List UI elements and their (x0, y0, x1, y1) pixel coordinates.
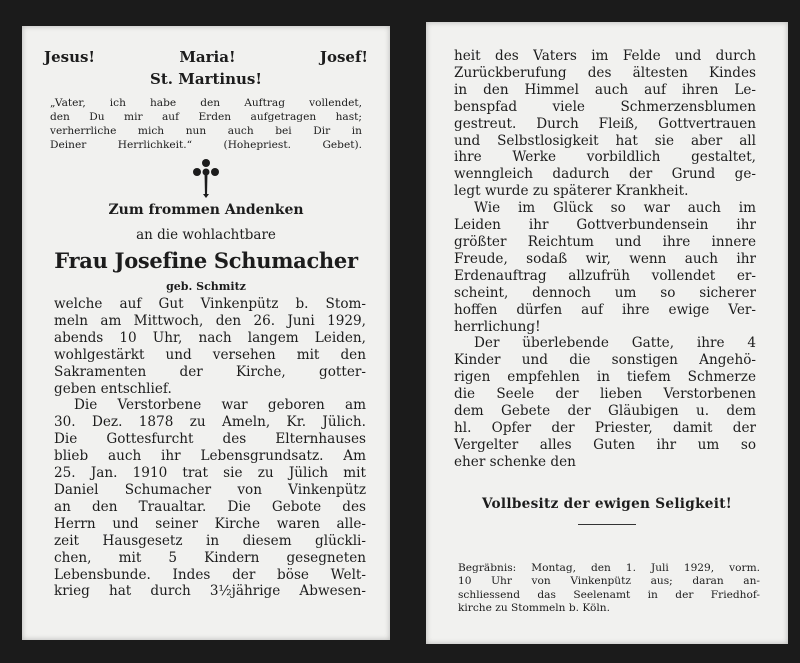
burial-notice (458, 562, 760, 615)
body-line: hoffen dürfen auf ihre ewige Ver- (454, 301, 756, 318)
body-line: 30. Dez. 1878 zu Ameln, Kr. Jülich. (54, 414, 366, 431)
maiden-name: geb. Schmitz (166, 280, 246, 293)
body-line: Herrn und seiner Kirche waren alle- (54, 515, 366, 532)
body-line: hl. Opfer der Priester, damit der (454, 419, 756, 436)
body-line: 25. Jan. 1910 trat sie zu Jülich mit (54, 465, 366, 482)
invocation-josef: Josef! (319, 48, 368, 66)
body-line: wohlgestärkt und versehen mit den (54, 346, 366, 363)
body-line: Der überlebende Gatte, ihre 4 (474, 335, 756, 352)
burial-line: 10 Uhr von Vinkenpütz aus; daran an- (458, 575, 760, 588)
invocation-row (44, 48, 368, 66)
invocation-jesus: Jesus! (44, 48, 96, 66)
body-line: wenngleich dadurch der Grund ge- (454, 166, 756, 183)
quote-line: verherrliche mich nun auch bei Dir in (50, 125, 362, 137)
burial-line: schliessend das Seelenamt in der Friedhof- (458, 588, 760, 601)
cross-icon (192, 158, 220, 198)
body-line: eher schenke den (454, 453, 576, 470)
body-line: heit des Vaters im Felde und durch (454, 48, 756, 64)
body-line: blieb auch ihr Lebensgrundsatz. Am (54, 448, 366, 465)
memory-heading: Zum frommen Andenken (108, 202, 304, 218)
body-line: gestreut. Durch Fleiß, Gottvertrauen (454, 115, 756, 132)
quote-line: „Vater, ich habe den Auftrag vollendet, (50, 97, 362, 109)
body-line: Zurückberufung des ältesten Kindes (454, 64, 756, 81)
body-line: Sakramenten der Kirche, gotter- (54, 363, 366, 380)
body-line: dem Gebete der Gläubigen u. dem (454, 403, 756, 420)
body-line: größter Reichtum und ihre innere (454, 233, 756, 250)
body-line: die Seele der lieben Verstorbenen (454, 386, 756, 403)
right-card (426, 22, 788, 644)
body-line: meln am Mittwoch, den 26. Juni 1929, (54, 312, 366, 329)
body-line: geben entschlief. (54, 380, 172, 397)
body-line: Die Verstorbene war geboren am (74, 397, 366, 414)
closing-blessing: Vollbesitz der ewigen Seligkeit! (481, 496, 733, 512)
body-line: Erdenauftrag allzufrüh vollendet er- (454, 267, 756, 284)
body-line: in den Himmel auch auf ihren Le- (454, 81, 756, 98)
burial-line: kirche zu Stommeln b. Köln. (458, 601, 610, 614)
body-line: Wie im Glück so war auch im (474, 200, 756, 217)
dedication-line: an die wohlachtbare (136, 227, 276, 243)
body-line: chen, mit 5 Kindern gesegneten (54, 549, 366, 566)
body-line: abends 10 Uhr, nach langem Leiden, (54, 329, 366, 346)
body-line: und Selbstlosigkeit hat sie aber all (454, 132, 756, 149)
body-line: Vergelter alles Guten ihr um so (454, 436, 756, 453)
body-line: rigen empfehlen in tiefem Schmerze (454, 369, 756, 386)
quote-line: Deiner Herrlichkeit.“ (Hohepriest. Gebet). (50, 139, 362, 151)
body-line: an den Traualtar. Die Gebote des (54, 498, 366, 515)
body-line: ihre Werke vorbildlich gestaltet, (454, 149, 756, 166)
saint-invocation: St. Martinus! (150, 70, 262, 88)
invocation-maria: Maria! (179, 48, 236, 66)
body-line: Leiden ihr Gottverbundensein ihr (454, 217, 756, 234)
body-line: herrlichung! (454, 318, 541, 335)
divider-rule (578, 524, 636, 525)
body-line: zeit Hausgesetz in diesem glückli- (54, 532, 366, 549)
body-line: krieg hat durch 3½jährige Abwesen- (54, 583, 366, 600)
prayer-quote (50, 96, 362, 152)
quote-line: den Du mir auf Erden aufgetragen hast; (50, 111, 362, 123)
deceased-name: Frau Josefine Schumacher (54, 248, 358, 273)
continuation-text (454, 48, 756, 471)
burial-line: Begräbnis: Montag, den 1. Juli 1929, vorm. (458, 562, 760, 574)
body-line: legt wurde zu späterer Krankheit. (454, 183, 689, 200)
body-line: Freude, sodaß wir, wenn auch ihr (454, 250, 756, 267)
body-line: Daniel Schumacher von Vinkenpütz (54, 481, 366, 498)
body-line: Die Gottesfurcht des Elternhauses (54, 431, 366, 448)
body-line: benspfad viele Schmerzensblumen (454, 98, 756, 115)
left-card (22, 26, 390, 640)
body-line: scheint, dennoch um so sicherer (454, 284, 756, 301)
biography-text (54, 296, 366, 600)
body-line: Lebensbunde. Indes der böse Welt- (54, 566, 366, 583)
body-line: Kinder und die sonstigen Angehö- (454, 352, 756, 369)
body-line: welche auf Gut Vinkenpütz b. Stom- (54, 296, 366, 312)
